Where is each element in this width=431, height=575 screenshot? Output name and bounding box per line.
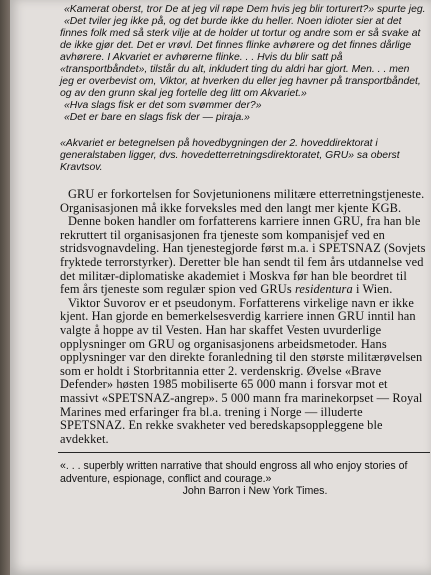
akvariet-quote-block xyxy=(60,138,426,174)
paragraph-book-end: i Wien. xyxy=(352,282,393,297)
akvariet-quote: «Akvariet er betegnelsen på hovedbygningen der 2. hoveddirektorat i generalstaben ligger, dvs. hovedetterretningsdirektoratet, GRU» sa oberst Kravtsov. xyxy=(60,138,400,173)
paragraph-book xyxy=(60,215,426,297)
residentura-term: residentura xyxy=(294,282,353,297)
cover-text xyxy=(60,4,426,498)
paragraph-gru: GRU er forkortelsen for Sovjetunionens militære etterretningstjeneste. Organisasjonen må ikke forveksles med den langt mer kjente KGB. xyxy=(60,187,425,215)
dialogue-line: «Hva slags fisk er det som svømmer der?» xyxy=(64,100,262,111)
separator-line xyxy=(58,452,430,453)
dialogue-line: «Det er bare en slags fisk der — piraja.» xyxy=(64,112,250,123)
review-block xyxy=(60,460,426,497)
review-credit: John Barron i New York Times. xyxy=(182,485,328,498)
book-spine-edge xyxy=(0,0,10,575)
description-body xyxy=(60,188,426,446)
dialogue-excerpt xyxy=(60,4,426,124)
dialogue-line: «Det tviler jeg ikke på, og det burde ikke du heller. Noen idioter sier at det finnes folk med så sterk vilje at de holder ut tortur og andre som er så svake at de ikke gjør det. Det er vrøvl. Det finnes flinke avhørere og det finnes dårlige avhørere. I Akvariet er avhørerne flinke. . . Hvis du blir satt på «transportbåndet», tilstår du alt, inkludert ting du aldri har gjort. Men. . . men jeg er overbevist om, Viktor, at hverken du eller jeg havner på transportbåndet, og av den grunn skal jeg fortelle deg litt om Akvariet.» xyxy=(60,16,421,99)
book-back-cover xyxy=(10,0,431,575)
dialogue-line: «Kamerat oberst, tror De at jeg vil røpe Dem hvis jeg blir torturert?» spurte jeg. xyxy=(64,4,426,15)
paragraph-book-text: Denne boken handler om forfatterens karriere innen GRU, fra han ble rekruttert til organisasjonen fra tjeneste som kompanisjef ved en stridsvognavdeling. Han tjenestegjorde først m.a. i SPETSNAZ (Sovjets fryktede terrorstyrker). Deretter ble han sendt til fem års utdannelse ved det militær-diplomatiske akademiet i Moskva før han ble beordret til fem års tjeneste som regulær spion ved GRUs xyxy=(60,214,426,297)
paragraph-author: Viktor Suvorov er et pseudonym. Forfatterens virkelige navn er ikke kjent. Han gjorde en bemerkelsesverdig karriere innen GRU inntil han valgte å hoppe av til Vesten. Han har skaffet Vesten uvurderlige opplysninger om GRU og organisasjonens arbeidsmetoder. Hans opplysninger var den direkte foranledning til den største militærøvelsen som er holdt i Storbritannia etter 2. verdenskrig. Øvelse «Brave Defender» høsten 1985 mobiliserte 65 000 mann i forsvar mot et massivt «SPETSNAZ-angrep». 5 000 mann fra marinekorpset — Royal Marines med erfaringer fra bl.a. trening i Norge — illuderte SPETSNAZ. En rekke svakheter ved beredskapsoppleggene ble avdekket. xyxy=(60,295,423,446)
review-quote: «. . . superbly written narrative that should engross all who enjoy stories of adventure, espionage, conflict and courage.» xyxy=(60,460,408,485)
